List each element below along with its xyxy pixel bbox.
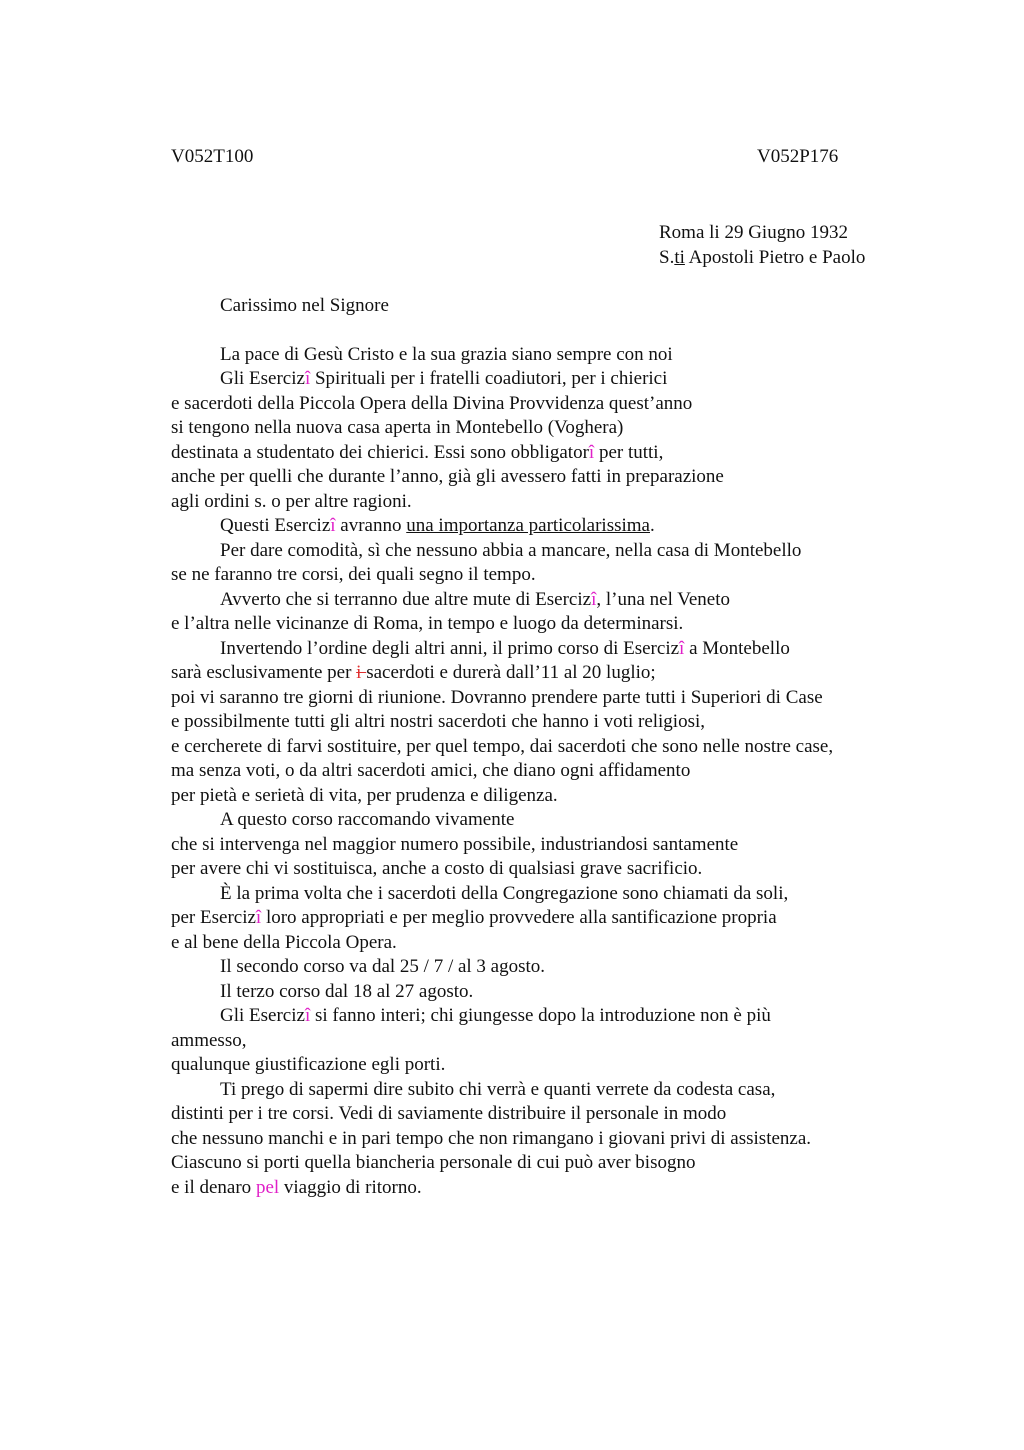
dateline-feast-rest: Apostoli Pietro e Paolo — [684, 247, 866, 268]
annotation-word: pel — [255, 1176, 280, 1198]
annotation-mark: î — [330, 515, 336, 536]
dateline-feast-abbrev: ti — [674, 247, 685, 268]
text-segment: avranno — [335, 515, 407, 536]
dateline-place-date: Roma li 29 Giugno 1932 — [659, 222, 848, 243]
text-line: che nessuno manchi e in pari tempo che non rimangano i giovani privi di assistenza. — [171, 1127, 812, 1149]
text-line: agli ordini s. o per altre ragioni. — [171, 490, 412, 512]
text-line — [171, 514, 911, 539]
text-line — [171, 1004, 911, 1029]
text-line: La pace di Gesù Cristo e la sua grazia siano sempre con noi — [220, 343, 673, 365]
text-segment: Avverto che si terranno due altre mute di Esercizî — [220, 588, 597, 610]
text-line: Il terzo corso dal 18 al 27 agosto. — [220, 980, 474, 1002]
text-line: A questo corso raccomando vivamente — [220, 809, 515, 830]
text-line: per avere chi vi sostituisca, anche a costo di qualsiasi grave sacrificio. — [171, 858, 703, 879]
text-line: poi vi saranno tre giorni di riunione. Dovranno prendere parte tutti i Superiori di Case — [171, 686, 823, 708]
annotation-mark: î — [679, 637, 685, 659]
text-line: per pietà e serietà di vita, per prudenza e diligenza. — [171, 784, 558, 806]
text-line: Ciascuno si porti quella biancheria personale di cui può aver bisogno — [171, 1152, 696, 1173]
text-line: se ne faranno tre corsi, dei quali segno il tempo. — [171, 564, 536, 585]
text-line: e al bene della Piccola Opera. — [171, 931, 397, 953]
text-line: e l’altra nelle vicinanze di Roma, in tempo e luogo da determinarsi. — [171, 613, 684, 634]
text-segment: a Montebello — [684, 637, 790, 659]
text-line — [171, 367, 911, 392]
text-line: Ti prego di sapermi dire subito chi verrà e quanti verrete da codesta casa, — [220, 1078, 776, 1100]
text-line: ammesso, — [171, 1029, 247, 1051]
dateline — [659, 220, 865, 270]
dateline-feast — [659, 245, 865, 270]
text-segment: destinata a studentato dei chierici. Essi sono obbligator — [171, 441, 589, 463]
text-line: che si intervenga nel maggior numero possibile, industriandosi santamente — [171, 833, 739, 855]
text-line — [171, 661, 911, 686]
text-segment: loro appropriati e per meglio provvedere alla santificazione propria — [261, 907, 777, 928]
text-line: e possibilmente tutti gli altri nostri sacerdoti che hanno i voti religiosi, — [171, 711, 706, 732]
document-code-left: V052T100 — [171, 146, 254, 167]
text-line: ma senza voti, o da altri sacerdoti amici, che diano ogni affidamento — [171, 760, 691, 781]
text-line — [171, 588, 911, 613]
text-line: Il secondo corso va dal 25 / 7 / al 3 agosto. — [220, 956, 546, 977]
text-segment: Questi Esercizî — [220, 515, 336, 536]
dateline-feast-prefix: S. — [659, 247, 675, 268]
text-segment: Spirituali per i fratelli coadiutori, per i chierici — [310, 368, 668, 389]
text-line — [171, 637, 911, 662]
text-segment: Invertendo l’ordine degli altri anni, il primo corso di Esercizî — [220, 637, 685, 659]
annotation-mark: î — [591, 588, 597, 610]
text-line: si tengono nella nuova casa aperta in Montebello (Voghera) — [171, 417, 624, 438]
text-line: anche per quelli che durante l’anno, già gli avessero fatti in preparazione — [171, 466, 724, 487]
text-segment: per Esercizî — [171, 907, 262, 928]
annotation-mark: î — [255, 907, 262, 928]
text-line: distinti per i tre corsi. Vedi di saviamente distribuire il personale in modo — [171, 1103, 727, 1124]
text-line: e cercherete di farvi sostituire, per quel tempo, dai sacerdoti che sono nelle nostre case, — [171, 735, 834, 757]
letter-body — [171, 294, 911, 1200]
text-segment: , l’una nel Veneto — [596, 588, 731, 610]
text-segment: e il denaro — [171, 1176, 256, 1198]
spacer — [171, 319, 911, 343]
text-segment: Gli Esercizî — [220, 368, 311, 389]
text-segment: sarà esclusivamente per — [171, 662, 357, 683]
text-segment: . — [650, 515, 655, 536]
text-segment: sacerdoti e durerà dall’11 al 20 luglio; — [366, 662, 656, 683]
text-line: qualunque giustificazione egli porti. — [171, 1054, 446, 1075]
text-segment: per tutti, — [594, 441, 664, 463]
text-line — [171, 441, 911, 466]
annotation-mark: î — [304, 1005, 311, 1026]
text-segment: si fanno interi; chi giungesse dopo la introduzione non è più — [310, 1005, 771, 1026]
underlined-emphasis: una importanza particolarissima — [406, 515, 650, 536]
text-segment: viaggio di ritorno. — [279, 1176, 422, 1198]
text-line — [171, 1176, 911, 1201]
text-line: Per dare comodità, sì che nessuno abbia a mancare, nella casa di Montebello — [220, 539, 802, 561]
salutation: Carissimo nel Signore — [220, 295, 389, 316]
text-line: e sacerdoti della Piccola Opera della Divina Provvidenza quest’anno — [171, 392, 693, 414]
annotation-mark: î — [304, 368, 311, 389]
text-line — [171, 906, 911, 931]
annotation-mark: î — [588, 441, 595, 463]
text-segment: Gli Esercizî — [220, 1005, 311, 1026]
text-line: È la prima volta che i sacerdoti della Congregazione sono chiamati da soli, — [220, 882, 789, 904]
document-code-right: V052P176 — [757, 146, 839, 167]
struck-text: i — [356, 662, 367, 683]
